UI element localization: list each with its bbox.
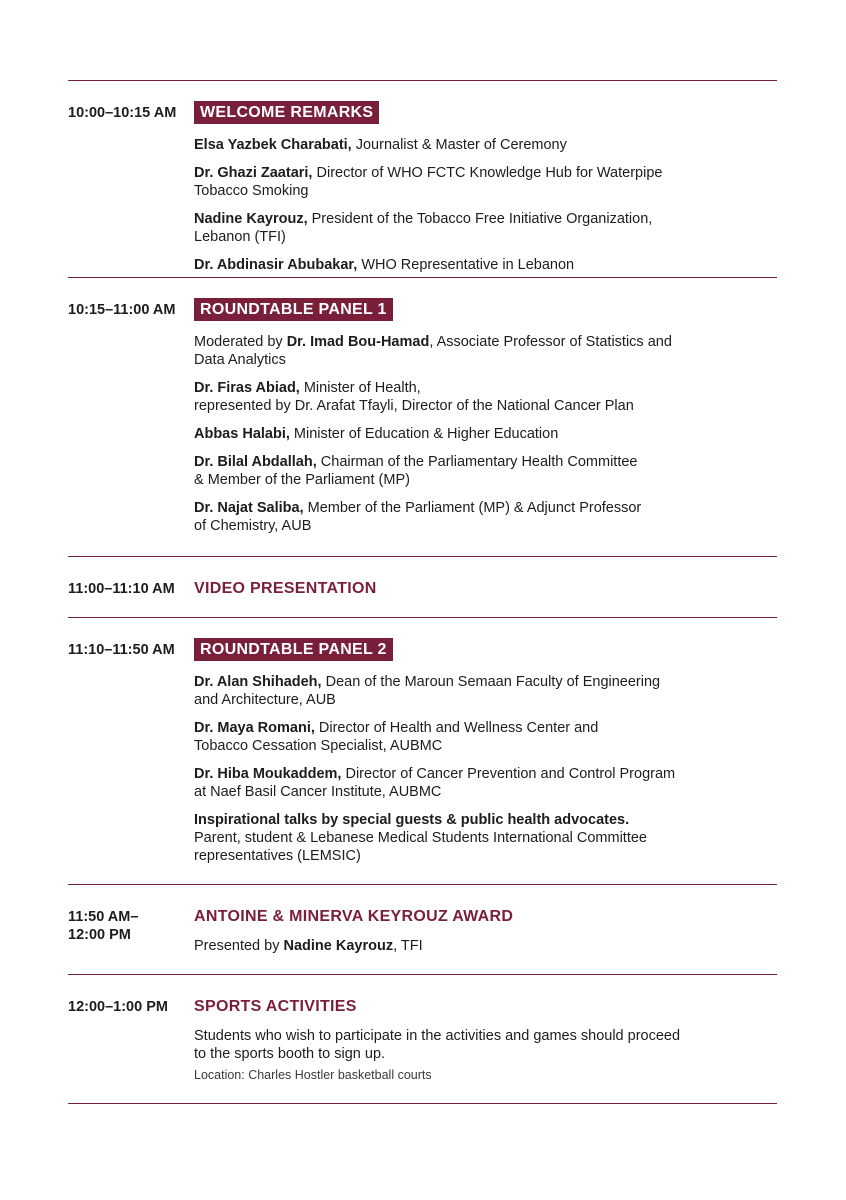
speaker: Dr. Ghazi Zaatari, Director of WHO FCTC Knowledge Hub for Waterpipe Tobacco Smoking: [194, 165, 663, 199]
session-roundtable-panel-2: [68, 618, 777, 884]
session-title: ANTOINE & MINERVA KEYROUZ AWARD: [194, 908, 514, 925]
speaker: Dr. Hiba Moukaddem, Director of Cancer Prevention and Control Program at Naef Basil Cancer Institute, AUBMC: [194, 766, 676, 800]
session-time: 11:00–11:10 AM: [68, 581, 175, 597]
session-roundtable-panel-1: [68, 278, 777, 556]
session-welcome-remarks: [68, 81, 777, 277]
moderator: Moderated by Dr. Imad Bou-Hamad, Associate Professor of Statistics and Data Analytics: [194, 334, 672, 368]
session-time: 11:10–11:50 AM: [68, 642, 175, 658]
session-time: 10:15–11:00 AM: [68, 302, 176, 318]
session-keyrouz-award: [68, 885, 777, 974]
divider: [68, 1103, 777, 1104]
inspirational-talks: Inspirational talks by special guests & public health advocates. Parent, student & Lebanese Medical Students International Committee representatives (LEMSIC): [194, 812, 647, 864]
session-title-badge: ROUNDTABLE PANEL 1: [194, 298, 393, 321]
presented-by: Presented by Nadine Kayrouz, TFI: [194, 938, 423, 954]
speaker: Dr. Abdinasir Abubakar, WHO Representative in Lebanon: [194, 257, 575, 273]
session-video-presentation: [68, 557, 777, 617]
session-title: SPORTS ACTIVITIES: [194, 998, 357, 1015]
speaker: Dr. Najat Saliba, Member of the Parliament (MP) & Adjunct Professor of Chemistry, AUB: [194, 500, 642, 534]
speaker: Dr. Maya Romani, Director of Health and Wellness Center and Tobacco Cessation Specialist, AUBMC: [194, 720, 599, 754]
speaker: Elsa Yazbek Charabati, Journalist & Master of Ceremony: [194, 137, 567, 153]
session-title-badge: ROUNDTABLE PANEL 2: [194, 638, 393, 661]
session-time: 12:00–1:00 PM: [68, 999, 168, 1015]
location-note: Location: Charles Hostler basketball courts: [194, 1068, 432, 1082]
speaker: Dr. Alan Shihadeh, Dean of the Maroun Semaan Faculty of Engineering and Architecture, AUB: [194, 674, 661, 708]
session-time: 11:50 AM– 12:00 PM: [68, 909, 139, 943]
speaker: Abbas Halabi, Minister of Education & Higher Education: [194, 426, 559, 442]
session-title-badge: WELCOME REMARKS: [194, 101, 379, 124]
session-title: VIDEO PRESENTATION: [194, 580, 377, 597]
session-description: Students who wish to participate in the activities and games should proceed to the sports booth to sign up.: [194, 1028, 681, 1062]
speaker: Dr. Bilal Abdallah, Chairman of the Parliamentary Health Committee & Member of the Parliament (MP): [194, 454, 638, 488]
speaker: Nadine Kayrouz, President of the Tobacco Free Initiative Organization, Lebanon (TFI): [194, 211, 653, 245]
session-time: 10:00–10:15 AM: [68, 105, 177, 121]
agenda: [68, 80, 777, 1104]
session-sports-activities: [68, 975, 777, 1103]
speaker: Dr. Firas Abiad, Minister of Health, represented by Dr. Arafat Tfayli, Director of the National Cancer Plan: [194, 380, 634, 414]
